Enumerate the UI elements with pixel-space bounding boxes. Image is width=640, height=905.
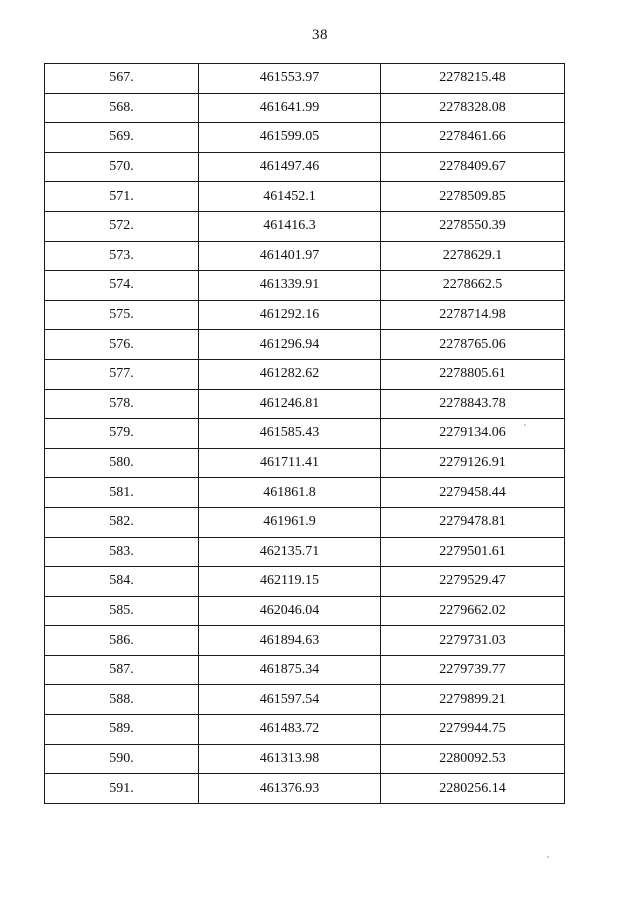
y-coordinate-cell: 2279134.06 (381, 419, 565, 449)
x-coordinate-cell: 461553.97 (199, 64, 381, 94)
y-coordinate-cell: 2278714.98 (381, 300, 565, 330)
x-coordinate-cell: 462046.04 (199, 596, 381, 626)
table-row (45, 330, 565, 360)
table-row (45, 182, 565, 212)
x-coordinate-cell: 461585.43 (199, 419, 381, 449)
table-row (45, 448, 565, 478)
y-coordinate-cell: 2279731.03 (381, 626, 565, 656)
y-coordinate-cell: 2279944.75 (381, 715, 565, 745)
y-coordinate-cell: 2279501.61 (381, 537, 565, 567)
x-coordinate-cell: 461282.62 (199, 359, 381, 389)
table-row (45, 774, 565, 804)
x-coordinate-cell: 461961.9 (199, 507, 381, 537)
x-coordinate-cell: 461875.34 (199, 655, 381, 685)
y-coordinate-cell: 2278805.61 (381, 359, 565, 389)
table-row (45, 626, 565, 656)
table-row (45, 744, 565, 774)
x-coordinate-cell: 461641.99 (199, 93, 381, 123)
point-number-cell: 574. (45, 271, 199, 301)
y-coordinate-cell: 2278765.06 (381, 330, 565, 360)
point-number-cell: 572. (45, 211, 199, 241)
table-row (45, 507, 565, 537)
y-coordinate-cell: 2278662.5 (381, 271, 565, 301)
y-coordinate-cell: 2279126.91 (381, 448, 565, 478)
y-coordinate-cell: 2278550.39 (381, 211, 565, 241)
x-coordinate-cell: 462119.15 (199, 567, 381, 597)
x-coordinate-cell: 461599.05 (199, 123, 381, 153)
scan-speck (524, 424, 526, 426)
y-coordinate-cell: 2278461.66 (381, 123, 565, 153)
x-coordinate-cell: 462135.71 (199, 537, 381, 567)
table-row (45, 64, 565, 94)
point-number-cell: 581. (45, 478, 199, 508)
x-coordinate-cell: 461597.54 (199, 685, 381, 715)
point-number-cell: 568. (45, 93, 199, 123)
x-coordinate-cell: 461711.41 (199, 448, 381, 478)
point-number-cell: 575. (45, 300, 199, 330)
point-number-cell: 588. (45, 685, 199, 715)
table-row (45, 596, 565, 626)
y-coordinate-cell: 2278509.85 (381, 182, 565, 212)
x-coordinate-cell: 461292.16 (199, 300, 381, 330)
y-coordinate-cell: 2280256.14 (381, 774, 565, 804)
x-coordinate-cell: 461452.1 (199, 182, 381, 212)
x-coordinate-cell: 461483.72 (199, 715, 381, 745)
table-row (45, 300, 565, 330)
y-coordinate-cell: 2278215.48 (381, 64, 565, 94)
page-number: 38 (312, 27, 328, 43)
point-number-cell: 576. (45, 330, 199, 360)
point-number-cell: 579. (45, 419, 199, 449)
table-row (45, 152, 565, 182)
coordinates-table (44, 63, 565, 804)
x-coordinate-cell: 461416.3 (199, 211, 381, 241)
point-number-cell: 570. (45, 152, 199, 182)
table-row (45, 241, 565, 271)
point-number-cell: 591. (45, 774, 199, 804)
table-row (45, 359, 565, 389)
table-row (45, 567, 565, 597)
point-number-cell: 567. (45, 64, 199, 94)
table-row (45, 211, 565, 241)
table-row (45, 537, 565, 567)
y-coordinate-cell: 2280092.53 (381, 744, 565, 774)
y-coordinate-cell: 2279899.21 (381, 685, 565, 715)
table-row (45, 419, 565, 449)
y-coordinate-cell: 2278843.78 (381, 389, 565, 419)
x-coordinate-cell: 461861.8 (199, 478, 381, 508)
x-coordinate-cell: 461246.81 (199, 389, 381, 419)
y-coordinate-cell: 2278409.67 (381, 152, 565, 182)
point-number-cell: 586. (45, 626, 199, 656)
table-row (45, 271, 565, 301)
scan-speck (547, 856, 549, 858)
table-row (45, 389, 565, 419)
point-number-cell: 587. (45, 655, 199, 685)
point-number-cell: 580. (45, 448, 199, 478)
x-coordinate-cell: 461296.94 (199, 330, 381, 360)
point-number-cell: 571. (45, 182, 199, 212)
table-row (45, 93, 565, 123)
point-number-cell: 569. (45, 123, 199, 153)
y-coordinate-cell: 2279478.81 (381, 507, 565, 537)
table-row (45, 655, 565, 685)
x-coordinate-cell: 461339.91 (199, 271, 381, 301)
point-number-cell: 578. (45, 389, 199, 419)
table-row (45, 685, 565, 715)
y-coordinate-cell: 2279458.44 (381, 478, 565, 508)
point-number-cell: 584. (45, 567, 199, 597)
table-row (45, 715, 565, 745)
x-coordinate-cell: 461376.93 (199, 774, 381, 804)
table-row (45, 123, 565, 153)
point-number-cell: 577. (45, 359, 199, 389)
point-number-cell: 589. (45, 715, 199, 745)
table-row (45, 478, 565, 508)
coordinates-table-body (45, 64, 565, 804)
y-coordinate-cell: 2279739.77 (381, 655, 565, 685)
y-coordinate-cell: 2278629.1 (381, 241, 565, 271)
x-coordinate-cell: 461497.46 (199, 152, 381, 182)
point-number-cell: 585. (45, 596, 199, 626)
y-coordinate-cell: 2279662.02 (381, 596, 565, 626)
x-coordinate-cell: 461401.97 (199, 241, 381, 271)
point-number-cell: 583. (45, 537, 199, 567)
y-coordinate-cell: 2278328.08 (381, 93, 565, 123)
x-coordinate-cell: 461894.63 (199, 626, 381, 656)
x-coordinate-cell: 461313.98 (199, 744, 381, 774)
point-number-cell: 590. (45, 744, 199, 774)
y-coordinate-cell: 2279529.47 (381, 567, 565, 597)
point-number-cell: 582. (45, 507, 199, 537)
point-number-cell: 573. (45, 241, 199, 271)
